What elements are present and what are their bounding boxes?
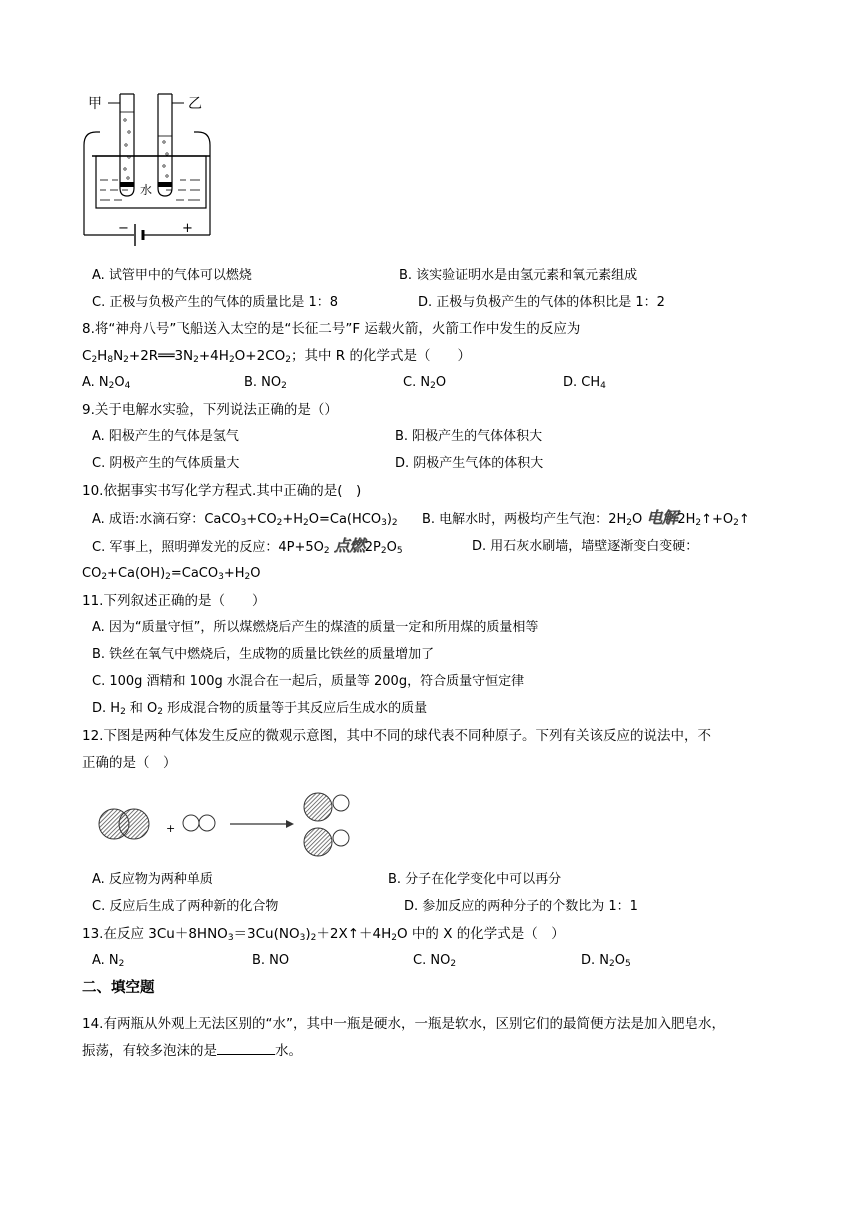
q9-option-c: C. 阴极产生的气体质量大 — [92, 456, 240, 471]
q7-option-b: B. 该实验证明水是由氢元素和氧元素组成 — [399, 268, 638, 283]
q8-stem: 8.将“神舟八号”飞船送入太空的是“长征二号”F 运载火箭，火箭工作中发生的反应为 — [82, 321, 581, 337]
q12-option-b: B. 分子在化学变化中可以再分 — [388, 872, 562, 887]
q13-option-a: A. $N_2$ — [92, 953, 125, 969]
electrolysis-condition: 电解 — [646, 508, 678, 527]
diagram-label-left: 甲 — [88, 96, 102, 112]
q9-option-a: A. 阳极产生的气体是氢气 — [92, 429, 239, 444]
q11-option-a: A. 因为“质量守恒”，所以煤燃烧后产生的煤渣的质量一定和所用煤的质量相等 — [92, 620, 539, 635]
q12-stem-line2: 正确的是（ ） — [82, 755, 177, 771]
section-title-fill-blank: 二、填空题 — [82, 980, 155, 996]
q8-stem-tail: ；其中 R 的化学式是（ ） — [291, 348, 471, 364]
q8-option-d: D. $CH_4$ — [563, 375, 606, 391]
q10-option-b: B. 电解水时，两极均产生气泡：$2H_2O$ 电解$2H_2↑+O_2↑$ — [422, 508, 750, 528]
q11-stem: 11.下列叙述正确的是（ ） — [82, 593, 266, 609]
reaction-plus-sign: + — [166, 822, 176, 835]
diagram-minus-label: − — [118, 221, 129, 236]
q10-option-d-equation: $CO_2+Ca(OH)_2=CaCO_3+H_2O$ — [82, 566, 261, 582]
q9-option-b: B. 阳极产生的气体体积大 — [395, 429, 543, 444]
q7-option-d: D. 正极与负极产生的气体的体积比是 1：2 — [418, 295, 665, 310]
q8-option-b: B. $NO_2$ — [244, 375, 287, 391]
q12-option-a: A. 反应物为两种单质 — [92, 872, 213, 887]
q13-stem: 13.在反应 $3Cu+8HNO_3=3Cu(NO_3)_2+2X↑+4H_2O$ 中的 X 的化学式是（ ） — [82, 926, 565, 943]
q11-option-b: B. 铁丝在氧气中燃烧后，生成物的质量比铁丝的质量增加了 — [92, 647, 435, 662]
diagram-label-right: 乙 — [188, 96, 202, 112]
q14-line2: 振荡，有较多泡沫的是 水。 — [82, 1043, 302, 1059]
q10-option-a: A. 成语:水滴石穿：$CaCO_3+CO_2+H_2O=Ca(HCO_3)_2$ — [92, 512, 398, 528]
q10-option-c: C. 军事上，照明弹发光的反应：$4P+5O_2$ 点燃$2P_2O_5$ — [92, 536, 403, 556]
electrolysis-diagram — [82, 90, 222, 255]
q9-stem: 9.关于电解水实验，下列说法正确的是（） — [82, 402, 338, 418]
q10-stem: 10.依据事实书写化学方程式.其中正确的是( ) — [82, 483, 362, 499]
q12-option-c: C. 反应后生成了两种新的化合物 — [92, 899, 279, 914]
q8-equation: $C_2H_8N_2+2R══3N_2+4H_2O+2CO_2$；其中 R 的化学式是（ ） — [82, 348, 471, 365]
q10-option-d: D. 用石灰水刷墙，墙壁逐渐变白变硬： — [472, 539, 699, 554]
q14-line1: 14.有两瓶从外观上无法区别的“水”，其中一瓶是硬水，一瓶是软水，区别它们的最简便方法是加入肥皂水， — [82, 1016, 725, 1032]
diagram-water-label: 水 — [140, 183, 153, 197]
q13-option-b: B. NO — [252, 953, 290, 968]
q14-answer-blank[interactable] — [217, 1042, 275, 1055]
q12-stem-line1: 12.下图是两种气体发生反应的微观示意图，其中不同的球代表不同种原子。下列有关该反应的说法中，不 — [82, 728, 711, 744]
reaction-diagram — [94, 790, 364, 860]
q7-option-c: C. 正极与负极产生的气体的质量比是 1：8 — [92, 295, 339, 310]
q8-option-a: A. $N_2O_4$ — [82, 375, 131, 391]
q12-option-d: D. 参加反应的两种分子的个数比为 1：1 — [404, 899, 638, 914]
q13-option-c: C. $NO_2$ — [413, 953, 457, 969]
q11-option-d: D. $H_2$ 和 $O_2$ 形成混合物的质量等于其反应后生成水的质量 — [92, 701, 428, 717]
q13-option-d: D. $N_2O_5$ — [581, 953, 631, 969]
q9-option-d: D. 阴极产生气体的体积大 — [395, 456, 544, 471]
q11-option-c: C. 100g 酒精和 100g 水混合在一起后，质量等 200g，符合质量守恒定律 — [92, 674, 525, 689]
diagram-plus-label: + — [182, 221, 193, 236]
q7-option-a: A. 试管甲中的气体可以燃烧 — [92, 268, 252, 283]
q8-option-c: C. $N_2O$ — [403, 375, 447, 391]
ignite-condition: 点燃 — [333, 536, 365, 555]
